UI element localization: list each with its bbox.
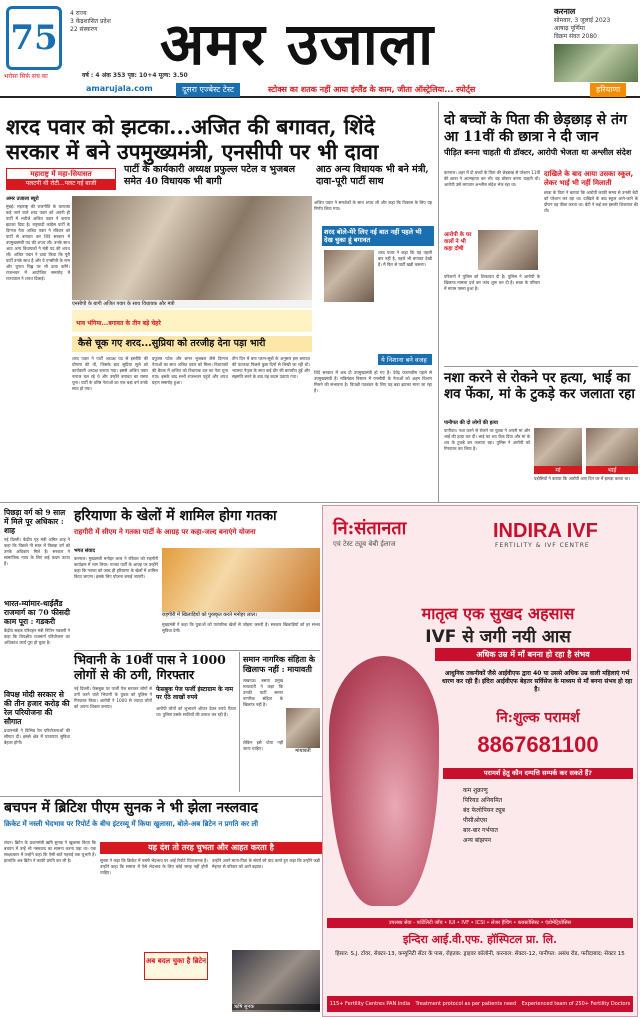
state-label: हरियाणा [590, 83, 626, 97]
haryana-body-2: मुख्यमंत्री ने कहा कि युवाओं को पारंपरिक खेलों से जोड़ना जरूरी है। सरकार खिलाड़ियों को हर संभव सुविधा देगी। [162, 622, 320, 633]
ivf-advertisement[interactable] [322, 505, 638, 1017]
mother-label: मां [534, 466, 582, 474]
divider [0, 502, 640, 503]
ad-line2: IVF से जगी नयी आस [425, 627, 571, 647]
right-top-body-1: करनाल। शहर में दो बच्चों के पिता की छेड़छाड़ से परेशान 11वीं की छात्रा ने आत्महत्या कर ली। वह डॉक्टर बनना चाहती थी। आरोपी उसे लगातार अश्लील संदेश भेज रहा था। [444, 170, 540, 187]
ad-line1: मातृत्व एक सुखद अहसास [421, 604, 575, 623]
ad-logo-sub: FERTILITY & IVF CENTRE [495, 542, 590, 549]
lead-body-col4: तीन दिन में बना प्लान-सूत्रों के अनुसार इस बगावत की पटकथा पिछले कुछ दिनों से लिखी जा रही थी। भाजपा नेतृत्व के साथ कई दौर की बातचीत हुई और सहमति बनने के बाद यह कदम उठाया गया। [232, 356, 310, 379]
ad-footer-title: इन्दिरा आई.वी.एफ. हॉस्पिटल प्रा. लि. [403, 933, 557, 946]
logo-75: 75 [6, 6, 62, 70]
ad-list [463, 786, 633, 846]
sunak-photo [232, 950, 320, 1012]
right-top-body-3: छात्रा के पिता ने बताया कि आरोपी काफी समय से उनकी बेटी को परेशान कर रहा था। दाखिले के बाद स्कूल आने-जाने के दौरान वह पीछा करता था। बेटी ने कई बार इसकी शिकायत की थी। [544, 190, 638, 213]
inset-label-bar [72, 310, 312, 332]
lead-body-col1: मुंबई। महाराष्ट्र की राजनीति के चाणक्य कहे जाने वाले शरद पवार को अपनी ही पार्टी में भतीजे अजित पवार ने करारा झटका दिया है। राष्ट्रवादी कांग्रेस पार्टी के दिग्गज नेता अजित पवार ने रविवार को पार्टी से बगावत कर शिंदे सरकार में उपमुख्यमंत्री पद की शपथ ली। उनके साथ आठ अन्य विधायकों ने मंत्री पद की शपथ ली। अजित पवार ने दावा किया कि पूरी पार्टी उनके साथ है और वे एनसीपी के नाम और चुनाव चिह्न पर भी दावा करेंगे। राजभवन में आयोजित समारोह में राज्यपाल ने शपथ दिलाई। [6, 204, 70, 281]
right-top-caption: आरोपी के घर वालों ने भी कहा दोषी [444, 232, 472, 252]
side-body: शरद पवार ने कहा कि यह पहली बार नहीं है, पहले भी बगावत देखी है। मैं फिर से पार्टी खड़ी करूंगा। [378, 250, 432, 267]
mayawati-body-1: लखनऊ। बसपा प्रमुख मायावती ने कहा कि उनकी पार्टी समान नागरिक संहिता के खिलाफ नहीं है। [243, 678, 283, 707]
edition-info: 4 राज्य 3 केंद्रशासित प्रदेश 22 संस्करण [70, 10, 111, 33]
lead-deck-2: आठ अन्य विधायक भी बने मंत्री, दावा-पूरी पार्टी साथ [316, 164, 429, 187]
column-divider [438, 102, 439, 502]
mayawati-photo [286, 708, 320, 748]
brief-head-3: विपक्ष मोदी सरकार से की तीन हजार करोड़ की रेल परियोजना की सौगात [4, 690, 70, 726]
sports-photo [554, 44, 638, 82]
masthead [0, 0, 640, 98]
right-top-body-2: परिजनों ने पुलिस को शिकायत दी है। पुलिस ने आरोपी के खिलाफ मामला दर्ज कर जांच शुरू कर दी है। छात्रा के परिवार में मातम पसरा हुआ है। [444, 274, 540, 291]
ad-list-item: बार-बार गर्भपात [463, 827, 498, 834]
lead-photo-caption: एनसीपी के बागी अजित पवार के साथ विधायक और मंत्री [72, 300, 312, 308]
brief-head-1: पिछड़ा वर्ग को 9 साल में मिले पूर अधिकार : शाह [4, 508, 66, 535]
left-briefs: पिछड़ा वर्ग को 9 साल में मिले पूर अधिकार : शाह नई दिल्ली। केंद्रीय गृह मंत्री अमित शाह ने कहा कि पिछले नौ साल में पिछड़ा वर्ग को उनके अधिकार मिले हैं। सरकार ने सामाजिक न्याय के लिए कई कदम उठाए हैं। भारत-म्यांमार-थाईलैंड राजमार्ग का 70 फीसदी काम पूरा : गडकरी केंद्रीय सड़क परिवहन मंत्री नितिन गडकरी ने कहा कि त्रिपक्षीय राजमार्ग परियोजना का अधिकांश कार्य पूरा हो चुका है। विपक्ष मोदी सरकार से की तीन हजार करोड़ की रेल परियोजना की सौगात प्रधानमंत्री ने विभिन्न रेल परियोजनाओं की सौगात दी। इससे क्षेत्र में यातायात सुविधा बेहतर होगी। [4, 508, 70, 745]
right-top-subhead: पीड़ित बनना चाहती थी डॉक्टर, आरोपी भेजता था अश्लील संदेश [444, 148, 632, 157]
right-top-side-head: दाखिले के बाद आया उसका स्कूल, लेकर भाई भी नहीं मिलाती [544, 170, 634, 187]
ad-list-item: बंद फेलोपियन ट्यूब [463, 807, 505, 814]
ad-phone[interactable]: 8867681100 [477, 732, 599, 757]
right-top-headline: दो बच्चों के पिता की छेड़छाड़ से तंग आ 11वीं की छात्रा ने दी जान [444, 112, 627, 145]
ad-badges [327, 996, 633, 1012]
divider [239, 652, 240, 792]
bottom-body-2: सुनक ने कहा कि क्रिकेट में नस्ली भेदभाव पर आई रिपोर्ट चिंताजनक है। उन्होंने कहा कि समाज में ऐसे भेदभाव के लिए कोई जगह नहीं होनी चाहिए। [100, 858, 208, 875]
right-mid-caption: पानीपत की दो लोगों की हत्या [444, 420, 498, 426]
haryana-photo [162, 548, 320, 612]
logo-tagline: भरोसा सिर्फ़ सच का [4, 73, 48, 80]
divider [74, 650, 320, 651]
city: करनाल [554, 7, 576, 16]
lead-tag-box [6, 168, 116, 190]
ad-illustration [329, 656, 439, 906]
lead-deck-1: पार्टी के कार्यकारी अध्यक्ष प्रफुल्ल पटेल व भुजबल समेत 40 विधायक भी बागी [124, 164, 296, 187]
brother-label: भाई [586, 466, 638, 474]
bottom-deck: क्रिकेट में नस्ली भेदभाव पर रिपोर्ट के बीच इंटरव्यू में किया खुलासा, बोले-अब ब्रिटेन न प्रगति कर ली [4, 820, 259, 828]
ad-services: उपलब्ध सेवा - फर्टिलिटी जाँच • IUI • IVF • ICSI • लेजर हैचिंग • ब्लास्टोसिस्ट • एंडोमेट्रियोसिस [327, 918, 633, 928]
bottom-body-3: उन्होंने अपने माता-पिता के संघर्ष को याद करते हुए कहा कि उन्होंने कड़ी मेहनत से परिवार को आगे बढ़ाया। [212, 858, 320, 869]
haryana-headline: हरियाणा के खेलों में शामिल होगा गतका [74, 508, 277, 524]
right-top-photo [478, 230, 538, 270]
lead-subhead: कैसे चूक गए शरद...सुप्रिया को तरजीह देना पड़ा भारी [72, 336, 312, 352]
ad-footer-addr: हिसार: S.J. टॉवर, सेक्टर-13, कम्युनिटी सेंटर के पास, रोहतक: ड्राइवर कॉलोनी, करनाल: सेक्टर-12, पानीपत: असंध रोड, फरीदाबाद: सेक्टर 15 [335, 951, 625, 957]
edge-text: स्टोक्स का शतक नहीं आया इंग्लैंड के काम, जीता ऑस्ट्रेलिया... स्पोर्ट्स [268, 85, 476, 94]
ad-ribbon: अधिक उम्र में माँ बनना हो रहा है संभव [435, 648, 631, 661]
lead-byline: अमर उजाला ब्यूरो [6, 196, 39, 202]
edge-strip [0, 82, 640, 98]
haryana-byline: भगत संवाद [74, 548, 96, 554]
website-link[interactable]: amarujala.com [86, 84, 153, 93]
dateline: करनाल सोमवार, 3 जुलाई 2023 आषाढ़ पूर्णिमा विक्रम संवत 2080 [554, 6, 638, 41]
ad-consult: नि:शुल्क परामर्श [496, 710, 580, 726]
right-mid-body-1: पानीपत। नशा करने से रोकने पर युवक ने अपनी मां और भाई की हत्या कर दी। भाई का शव फेंक दिया और मां के शव के टुकड़े कर जलाता रहा। पुलिस ने आरोपी को गिरफ्तार कर लिया है। [444, 428, 530, 451]
lead-headline: शरद पवार को झटका...अजित की बगावत, शिंदे सरकार में बने उपमुख्यमंत्री, एनसीपी पर भी दावा [6, 114, 379, 164]
lead-photo [72, 196, 312, 308]
sharad-pawar-photo [324, 250, 374, 302]
ad-list-item: अन्य बांझपन [463, 837, 491, 844]
ad-list-item: पीसीओएस [463, 817, 488, 824]
bottom-headline: बचपन में ब्रिटिश पीएम सुनक ने भी झेला नस्लवाद [4, 800, 258, 816]
mayawati-headline: समान नागरिक संहिता के खिलाफ नहीं : मायावती [243, 654, 316, 674]
date: सोमवार, 3 जुलाई 2023 [554, 17, 611, 24]
sunak-caption: ऋषि सुनक [232, 1004, 320, 1010]
brief-head-2: भारत-म्यांमार-थाईलैंड राजमार्ग का 70 फीसदी काम पूरा : गडकरी [4, 599, 70, 626]
side-quote: शरद बोले-मेरे लिए नई बात नहीं पहले भी देख चुका हूं बगावत [322, 226, 434, 246]
lead-tag-sub: पलटनी थी रोटी...पलट गई बाजी [7, 179, 115, 189]
bottom-box: अब बदल चुका है ब्रिटेन [144, 952, 208, 980]
volume-info: वर्ष : 4 अंक 353 पृष्ठ: 10+4 मूल्य: 3.50 [82, 72, 188, 79]
bottom-body-1: लंदन। ब्रिटेन के प्रधानमंत्री ऋषि सुनक ने खुलासा किया कि बचपन में उन्हें भी नस्लवाद का सामना करना पड़ा था। एक साक्षात्कार में उन्होंने कहा कि ऐसी बातें गहराई तक चुभती हैं। हालांकि अब ब्रिटेन ने काफी प्रगति कर ली है। [4, 840, 96, 863]
lead-body-col2: शरद पवार ने पार्टी अध्यक्ष पद से इस्तीफे की घोषणा की थी, जिसके बाद सुप्रिया सुले को कार्यकारी अध्यक्ष बनाया गया। इससे अजित पवार नाराज चल रहे थे और उन्होंने बगावत का रास्ता चुना। पार्टी के वरिष्ठ नेताओं का एक बड़ा वर्ग उनके साथ हो गया। [72, 356, 148, 391]
bhiwani-body-2: आरोपी लोगों को लुभावने ऑफर देकर रुपये ऐंठता था। पुलिस उसके साथियों की तलाश कर रही है। [156, 706, 236, 717]
haryana-caption: राहगीरी में खिलाड़ियों को पुरस्कृत करते मनोहर लाल। [162, 612, 320, 619]
bhiwani-side: फेसबुक पेज फर्जी इंस्टाग्राम के नाम पर ऐंठे लाखों रुपये [156, 686, 234, 701]
ad-logo: INDIRA IVF [493, 520, 598, 542]
ad-badge: 115+ Fertility Centres PAN India [329, 1001, 411, 1007]
bhiwani-body-1: नई दिल्ली। फेसबुक पर फर्जी पेज बनाकर लोगों से ठगी करने वाले भिवानी के युवक को पुलिस ने गिरफ्तार किया। आरोपी ने 1000 से ज्यादा लोगों को अपना शिकार बनाया। [74, 686, 152, 709]
inset-label: भाव भंगिमा...बगावत के तीन बड़े चेहरे [76, 320, 161, 327]
divider [0, 796, 322, 797]
ad-brand-hi: नि:संतानता [333, 518, 407, 539]
side-box: अजित पवार ने समर्थकों के साथ शपथ ली और कहा कि विकास के लिए यह निर्णय लिया गया। [314, 200, 432, 308]
right-mid-body-2: पड़ोसियों ने बताया कि आरोपी आए दिन घर में झगड़ा करता था। [534, 476, 630, 481]
ad-badge: Experienced team of 250+ Fertility Doctors [521, 1001, 631, 1007]
ad-list-item: पिरियड अनियमित [463, 797, 503, 804]
lead-body-col3: प्रफुल्ल पटेल और छगन भुजबल जैसे दिग्गज नेताओं का साथ अजित पवार को मिला। विधायकों की बैठक में अजित को विधायक दल का नेता चुना गया। इसके बाद सभी राजभवन पहुंचे और शपथ ग्रहण समारोह हुआ। [152, 356, 228, 385]
right-mid-headline: नशा करने से रोकने पर हत्या, भाई का शव फेंका, मां के टुकड़े कर जलाता रहा [444, 370, 635, 402]
mayawati-caption: मायावती [295, 748, 311, 754]
ad-list-item: कम शुक्राणु [463, 787, 488, 794]
haryana-deck: राहगीरी में सीएम ने गतका पार्टी के आग्रह पर कहा-जल्द बनाएंगे योजना [74, 528, 256, 536]
mayawati-body-2: लेकिन इसे थोपा नहीं जाना चाहिए। [243, 740, 283, 751]
bottom-quote: यह दंश तो तरह चुभता और आहत करता है [100, 842, 322, 854]
ad-question: परामर्श हेतु कौन दम्पत्ति सम्पर्क कर सकते हैं? [443, 768, 633, 779]
ad-badge: Treatment protocol as per patients need [415, 1001, 517, 1007]
edge-label: दूसरा एज्बेस्ट टेस्ट [176, 83, 240, 97]
masthead-title: अमर उजाला [160, 10, 435, 78]
side-tag: ये निशाना बने वजह [378, 354, 432, 365]
divider [444, 366, 638, 367]
haryana-body-1: करनाल। मुख्यमंत्री मनोहर लाल ने रविवार को राहगीरी कार्यक्रम में भाग लिया। गतका पार्टी के आग्रह पर उन्होंने कहा कि गतका को जल्द ही हरियाणा के खेलों में शामिल किया जाएगा। इसके लिए योजना बनाई जाएगी। [74, 556, 158, 579]
ad-brand-hi-sub: एवं टेस्ट ट्यूब बेबी ईलाज [333, 540, 396, 548]
lead-body-col5: शिंदे सरकार में अब दो उपमुख्यमंत्री हो गए हैं। देवेंद्र फडणवीस पहले से उपमुख्यमंत्री हैं। मंत्रिमंडल विस्तार में एनसीपी के नेताओं को अहम विभाग मिलने की संभावना है। विपक्षी गठबंधन के लिए यह बड़ा झटका माना जा रहा है। [314, 370, 432, 393]
lead-tag: महाराष्ट्र में महा-सियासत [30, 170, 92, 178]
bhiwani-headline: भिवानी के 10वीं पास ने 1000 लोगों से की ठगी, गिरफ्तार [74, 652, 226, 682]
ad-paragraph: आधुनिक तकनीकों जैसे आईवीएफ द्वारा 40 या उससे अधिक उम्र वाली महिलाएं गर्भ धारण कर रही हैं। इंदिरा आईवीएफ बेहतर सर्विसेज के माध्यम से माँ बनना संभव हो रहा है। [441, 670, 633, 693]
